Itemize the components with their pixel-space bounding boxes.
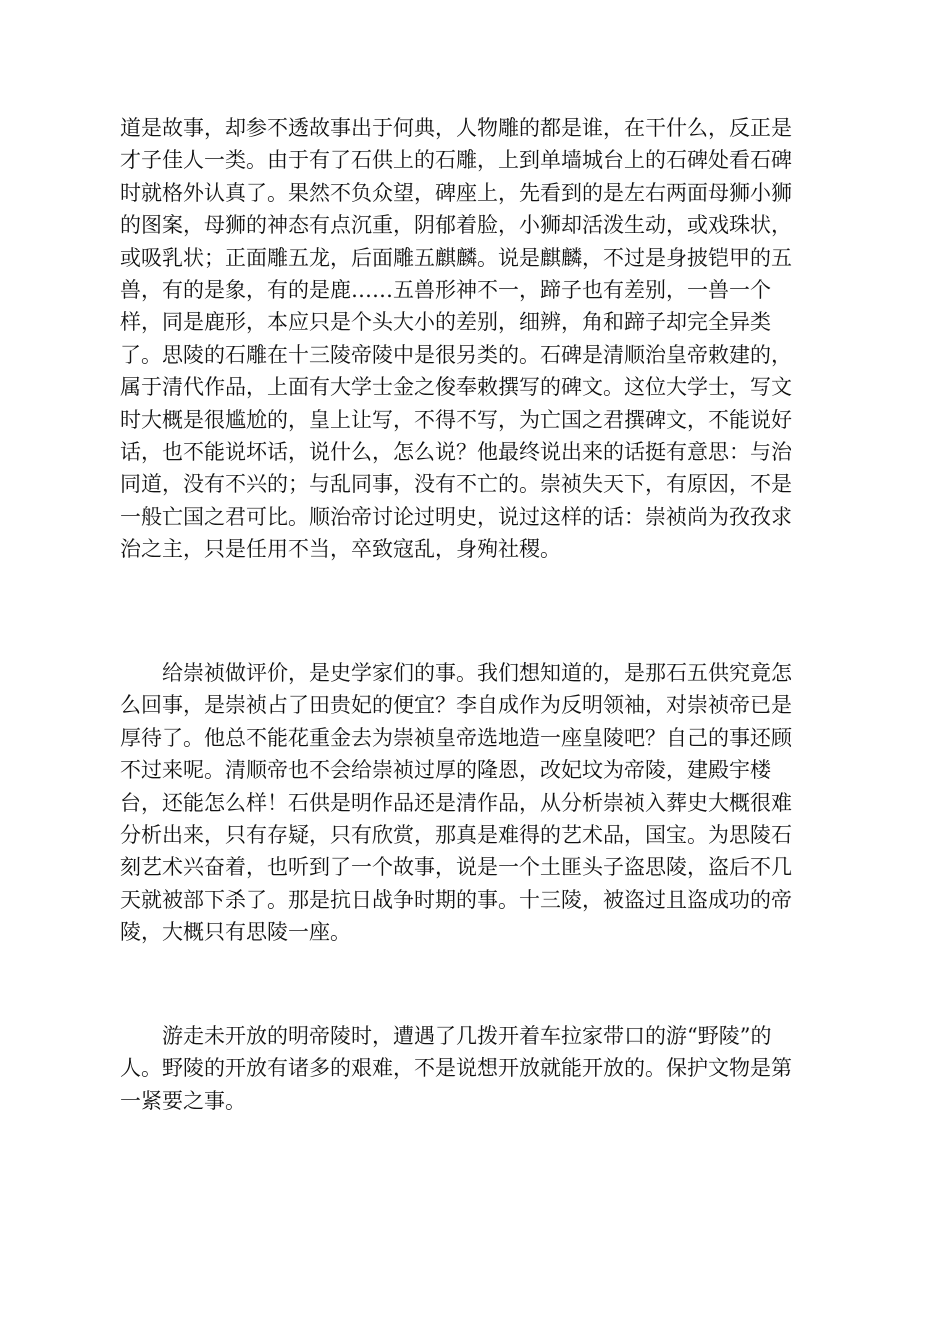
text-line: 话，也不能说坏话，说什么，怎么说？他最终说出来的话挺有意思：与治 [120,439,792,464]
text-line: 台，还能怎么样！石供是明作品还是清作品，从分析崇祯入葬史大概很难 [120,790,792,815]
paragraph-1 [120,112,840,565]
text-line: 么回事，是崇祯占了田贵妃的便宜？李自成作为反明领袖，对崇祯帝已是 [120,693,792,718]
text-line: 时就格外认真了。果然不负众望，碑座上，先看到的是左右两面母狮小狮 [120,180,792,205]
paragraph-3 [120,1020,840,1117]
text-line: 游走未开放的明帝陵时，遭遇了几拨开着车拉家带口的游“野陵”的 [162,1024,772,1048]
text-line: 兽，有的是象，有的是鹿……五兽形神不一，蹄子也有差别，一兽一个 [120,277,771,302]
text-line: 样，同是鹿形，本应只是个头大小的差别，细辨，角和蹄子却完全异类 [120,310,771,335]
text-line: 陵，大概只有思陵一座。 [120,920,351,945]
text-line: 道是故事，却参不透故事出于何典，人物雕的都是谁，在干什么，反正是 [120,116,792,140]
text-line: 天就被部下杀了。那是抗日战争时期的事。十三陵，被盗过且盗成功的帝 [120,887,792,912]
text-line: 才子佳人一类。由于有了石供上的石雕，上到单墙城台上的石碑处看石碑 [120,148,792,173]
text-line: 人。野陵的开放有诸多的艰难，不是说想开放就能开放的。保护文物是第 [120,1056,792,1081]
text-line: 时大概是很尴尬的，皇上让写，不得不写，为亡国之君撰碑文，不能说好 [120,407,792,432]
text-line: 的图案，母狮的神态有点沉重，阴郁着脸，小狮却活泼生动，或戏珠状， [120,213,792,238]
text-line: 属于清代作品，上面有大学士金之俊奉敕撰写的碑文。这位大学士，写文 [120,375,792,400]
text-line: 分析出来，只有存疑，只有欣赏，那真是难得的艺术品，国宝。为思陵石 [120,822,792,847]
text-line: 同道，没有不兴的；与乱同事，没有不亡的。崇祯失天下，有原因，不是 [120,472,792,497]
text-line: 给崇祯做评价，是史学家们的事。我们想知道的，是那石五供究竟怎 [162,661,792,685]
text-line: 或吸乳状；正面雕五龙，后面雕五麒麟。说是麒麟，不过是身披铠甲的五 [120,245,792,270]
text-line: 一紧要之事。 [120,1088,246,1113]
text-line: 不过来呢。清顺帝也不会给崇祯过厚的隆恩，改妃坟为帝陵，建殿宇楼 [120,758,771,783]
text-line: 了。思陵的石雕在十三陵帝陵中是很另类的。石碑是清顺治皇帝敕建的， [120,342,792,367]
text-line: 刻艺术兴奋着，也听到了一个故事，说是一个土匪头子盗思陵，盗后不几 [120,855,792,880]
paragraph-2 [120,657,840,949]
text-line: 一般亡国之君可比。顺治帝讨论过明史，说过这样的话：崇祯尚为孜孜求 [120,504,792,529]
text-line: 厚待了。他总不能花重金去为崇祯皇帝选地造一座皇陵吧？自己的事还顾 [120,725,792,750]
text-line: 治之主，只是任用不当，卒致寇乱，身殉社稷。 [120,537,561,562]
